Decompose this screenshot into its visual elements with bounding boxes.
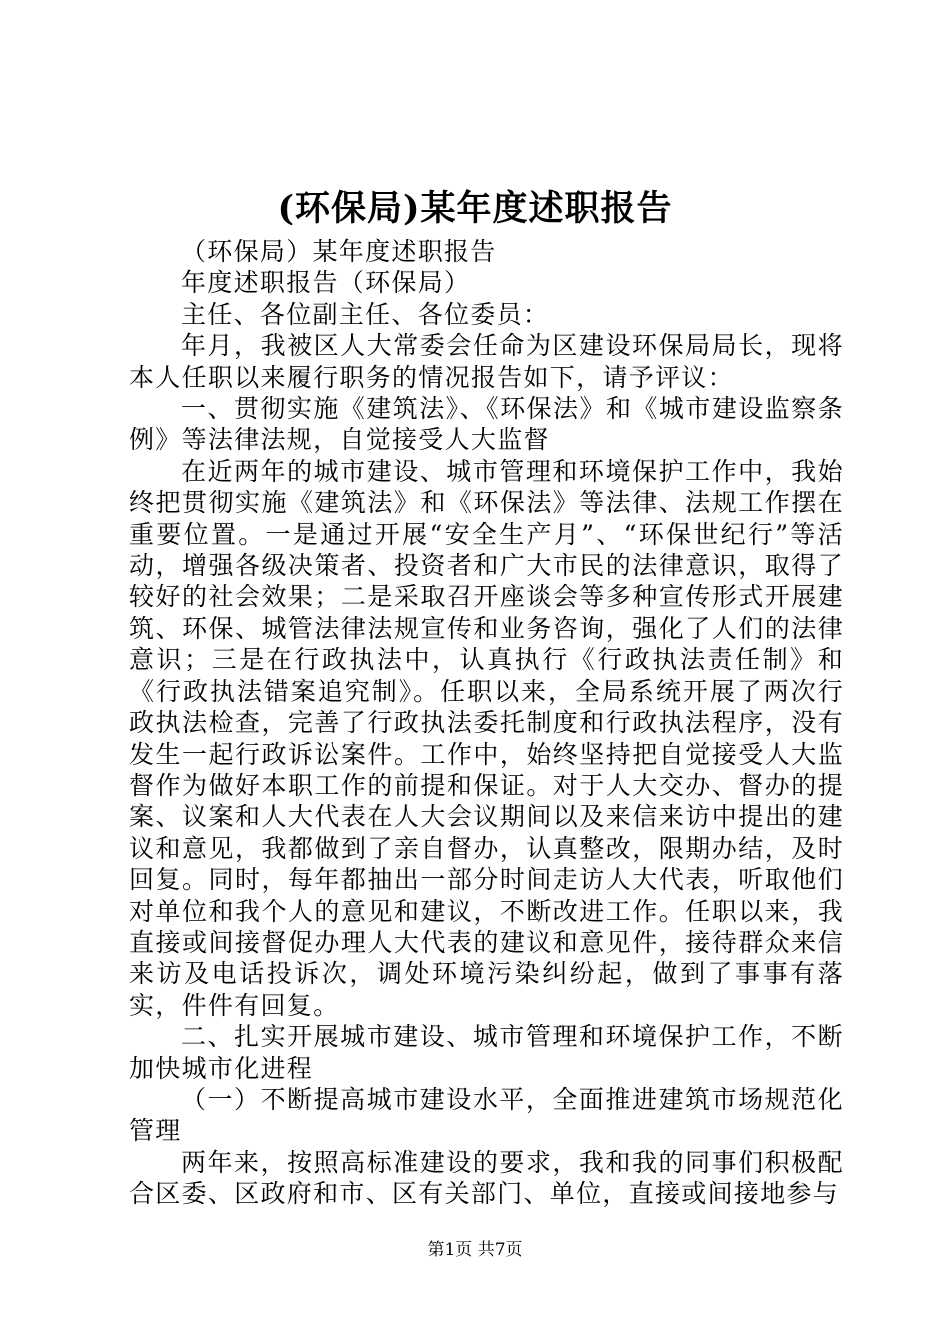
paragraph-subtitle: （环保局）某年度述职报告 [181,237,497,266]
document-body [129,236,844,1210]
paragraph-alt-title: 年度述职报告（环保局） [181,268,471,298]
subsection-heading-2-1: （一）不断提高城市建设水平，全面推进建筑市场规范化管理 [129,1084,844,1146]
section-heading-2: 二、扎实开展城市建设、城市管理和环境保护工作，不断加快城市化进程 [129,1022,844,1083]
paragraph-section-2-1-body: 两年来，按照高标准建设的要求，我和我的同事们积极配合区委、区政府和市、区有关部门、单位，直接或间接地参与 [129,1147,844,1209]
page-footer: 第1页 共7页 [427,1240,523,1260]
document-title: (环保局)某年度述职报告 [277,188,673,229]
paragraph-salutation: 主任、各位副主任、各位委员： [181,299,550,329]
paragraph-section-1-body: 在近两年的城市建设、城市管理和环境保护工作中，我始终把贯彻实施《建筑法》和《环保法》等法律、法规工作摆在重要位置。一是通过开展“安全生产月”、“环保世纪行”等活动，增强各级决策者、投资者和广大市民的法律意识，取得了较好的社会效果；二是采取召开座谈会等多种宣传形式开展建筑、环保、城管法律法规宣传和业务咨询，强化了人们的法律意识；三是在行政执法中，认真执行《行政执法责任制》和《行政执法错案追究制》。任职以来，全局系统开展了两次行政执法检查，完善了行政执法委托制度和行政执法程序，没有发生一起行政诉讼案件。工作中，始终坚持把自觉接受人大监督作为做好本职工作的前提和保证。对于人大交办、督办的提案、议案和人大代表在人大会议期间以及来信来访中提出的建议和意见，我都做到了亲自督办，认真整改，限期办结，及时回复。同时，每年都抽出一部分时间走访人大代表，听取他们对单位和我个人的意见和建议，不断改进工作。任职以来，我直接或间接督促办理人大代表的建议和意见件，接待群众来信来访及电话投诉次，调处环境污染纠纷起，做到了事事有落实，件件有回复。 [129,456,844,1020]
paragraph-intro: 年月，我被区人大常委会任命为区建设环保局局长，现将本人任职以来履行职务的情况报告如下，请予评议： [129,331,844,392]
section-heading-1: 一、贯彻实施《建筑法》、《环保法》和《城市建设监察条例》等法律法规，自觉接受人大监督 [129,394,844,455]
